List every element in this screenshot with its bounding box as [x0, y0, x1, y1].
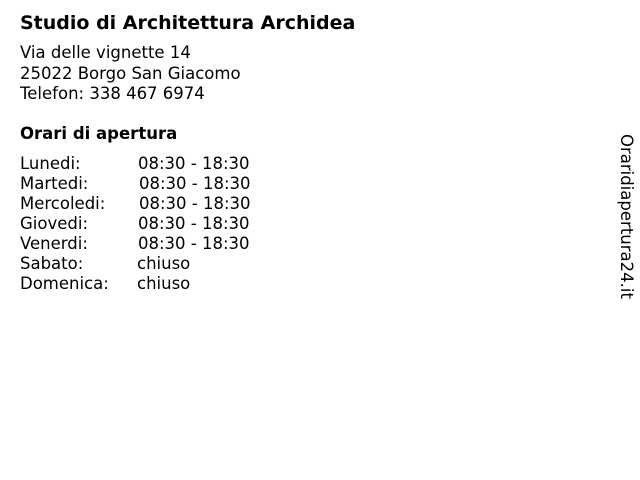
day-label: Mercoledi: [20, 194, 106, 213]
watermark-text: Oraridiapertura24.it [617, 134, 636, 299]
day-label: Martedi: [20, 174, 89, 193]
postal-city: 25022 Borgo San Giacomo [20, 63, 241, 83]
time-value: chiuso [137, 274, 191, 293]
hours-row-monday [20, 154, 320, 174]
hours-row-thursday [20, 214, 320, 234]
opening-hours-table [20, 154, 320, 294]
time-value: 08:30 - 18:30 [139, 174, 251, 193]
time-value: 08:30 - 18:30 [138, 154, 250, 173]
day-label: Lunedi: [20, 154, 81, 173]
time-value: chiuso [137, 254, 191, 273]
hours-row-friday [20, 234, 320, 254]
time-value: 08:30 - 18:30 [138, 234, 250, 253]
business-name: Studio di Architettura Archidea [20, 12, 356, 34]
hours-row-wednesday [20, 194, 320, 214]
hours-row-sunday [20, 274, 320, 294]
site-watermark [613, 134, 637, 309]
day-label: Giovedi: [20, 214, 88, 233]
time-value: 08:30 - 18:30 [139, 194, 251, 213]
hours-row-saturday [20, 254, 320, 274]
address-block [20, 43, 241, 105]
opening-hours-heading: Orari di apertura [20, 124, 178, 143]
day-label: Domenica: [20, 274, 109, 293]
day-label: Venerdi: [20, 234, 88, 253]
time-value: 08:30 - 18:30 [138, 214, 250, 233]
street-address: Via delle vignette 14 [20, 43, 191, 62]
hours-row-tuesday [20, 174, 320, 194]
day-label: Sabato: [20, 254, 84, 273]
phone-number: Telefon: 338 467 6974 [20, 84, 205, 103]
